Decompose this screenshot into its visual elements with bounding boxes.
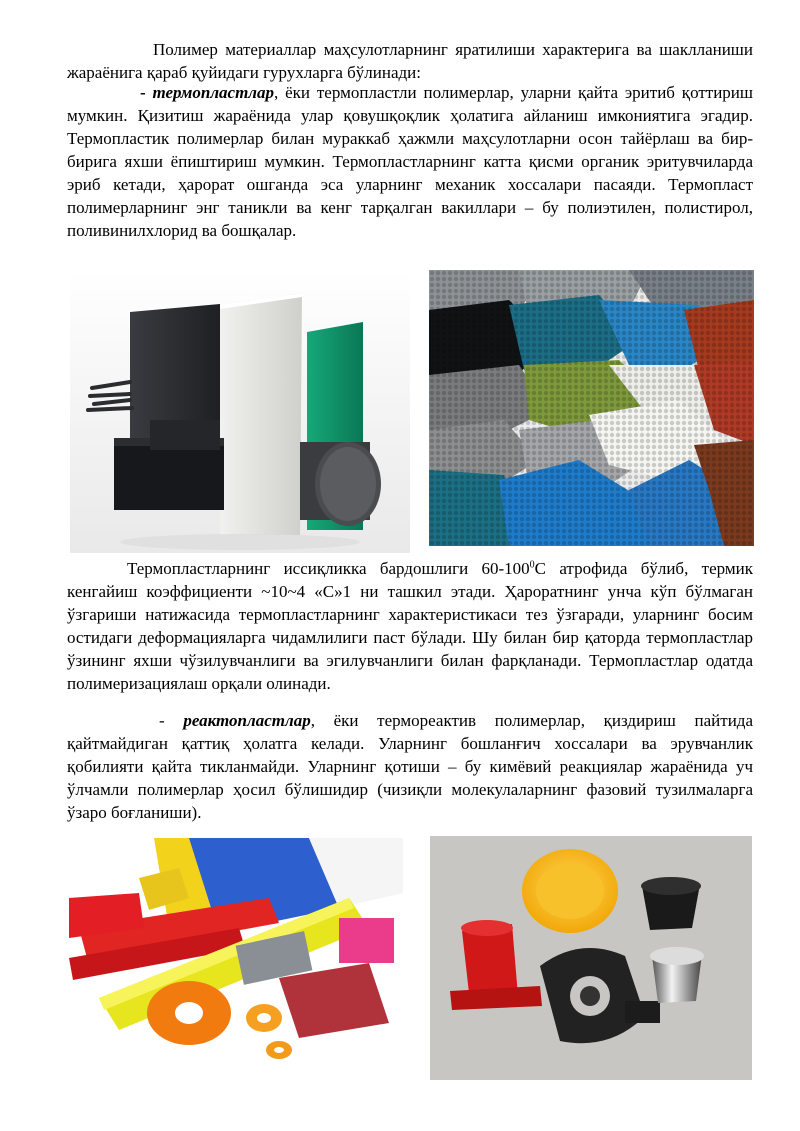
thermoplastics-paragraph bbox=[67, 81, 753, 242]
thermoplastics-text: , ёки термопластли полимерлар, уларни қайта эритиб қоттириш мумкин. Қизитиш жараёнида улар қовушқоқлик ҳолатига айланиш имкониятига эгадир. Термопластик полимерлар билан мураккаб ҳажмли маҳсулотларни осон тайёрлаш ва бир-бирига яхши ёпиштириш мумкин. Термопластларнинг катта қисми органик эритувчиларда эриб кетади, ҳарорат ошганда эса уларнинг механик хоссалари пасаяди. Термопласт полимерларнинг энг таникли ва кенг тарқалган вакиллари – бу полиэтилен, полистирол, поливинилхлорид ва бошқалар. bbox=[67, 83, 753, 240]
plastic-profiles-image bbox=[69, 838, 403, 1091]
reactoplastics-paragraph bbox=[67, 709, 753, 824]
photo-icon bbox=[429, 270, 754, 546]
heat-resistance-paragraph bbox=[67, 557, 753, 695]
molded-parts-image bbox=[430, 836, 752, 1080]
photo-icon bbox=[430, 836, 752, 1080]
intro-text: Полимер материаллар маҳсулотларнинг яратилиши характерига ва шаклланиши жараёнига қараб қуйидаги гурухларга бўлинади: bbox=[67, 40, 753, 82]
polymer-granules-image bbox=[429, 270, 754, 546]
thermo-prefix: - bbox=[140, 83, 153, 102]
photo-icon bbox=[69, 838, 403, 1091]
thermoplastics-term: термопластлар bbox=[152, 83, 275, 102]
heat-text-end: С атрофида бўлиб, термик кенгайиш коэффициенти ~10~4 «С»1 ни ташкил этади. Ҳароратнинг унча кўп бўлмаган ўзгариши натижасида термопластларнинг характеристикаси тез ўзгаради, уларнинг босим остидаги деформацияларга чидамлилиги паст бўлади. Шу билан бир қаторда термопластлар ўзининг яхши чўзилувчанлиги ва эгилувчанлиги билан фарқланади. Термопластлар одатда полимеризациялаш орқали олинади. bbox=[67, 559, 753, 693]
degree-superscript: 0 bbox=[529, 559, 535, 571]
thermoplastic-sheets-image bbox=[70, 270, 410, 553]
reactoplastics-text: , ёки термореактив полимерлар, қиздириш пайтида қайтмайдиган қаттиқ ҳолатга келади. Уларнинг бошланғич хоссалари ва эрувчанлик қобилияти қайта тикланмайди. Уларнинг қотиши – бу кимёвий реакциялар жараёнида уч ўлчамли полимерлар ҳосил бўлишидир (чизиқли молекулаларнинг фазовий тузилмаларга ўзаро боғланиши). bbox=[67, 711, 753, 822]
reacto-prefix: - bbox=[159, 711, 184, 730]
reactoplastics-term: реактопластлар bbox=[183, 711, 311, 730]
heat-text-start: Термопластларнинг иссиқликка бардошлиги 60-100 bbox=[127, 559, 530, 578]
intro-paragraph bbox=[67, 38, 753, 84]
photo-icon bbox=[70, 270, 410, 553]
